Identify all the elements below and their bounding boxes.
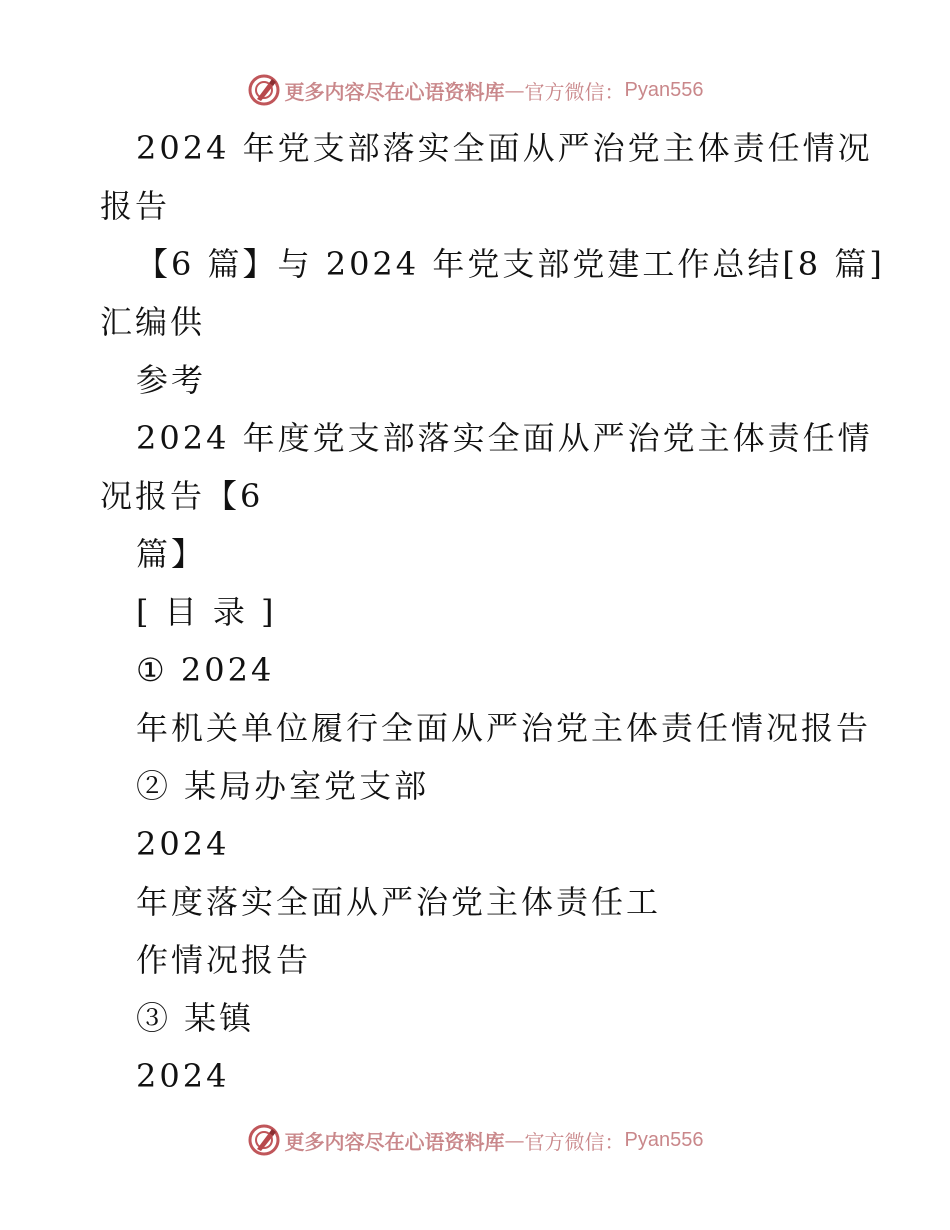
watermark-official-label: 官方微信： [524, 1129, 625, 1154]
watermark-account: Pyan556 [624, 78, 704, 101]
subtitle-line-3: 篇】 [136, 535, 207, 573]
toc-heading: [ 目 录 ] [136, 593, 277, 631]
watermark-dash: — [504, 78, 525, 102]
title-line-3: 【6 篇】与 2024 年党支部党建工作总结[8 篇] [136, 245, 885, 283]
watermark-library-text: 更多内容尽在心语资料库 [284, 1129, 505, 1154]
toc-item-3-year: 2024 [136, 1057, 230, 1095]
subtitle-line-2: 况报告【6 [100, 477, 264, 515]
watermark-official-label: 官方微信： [524, 79, 625, 104]
toc-item-2-year: 2024 [136, 825, 230, 863]
footer-watermark [0, 1120, 950, 1160]
pen-logo-icon [247, 73, 281, 107]
subtitle-line-1: 2024 年度党支部落实全面从严治党主体责任情 [136, 419, 873, 457]
watermark-library-text: 更多内容尽在心语资料库 [284, 79, 505, 104]
toc-item-1-number: ① 2024 [136, 651, 275, 689]
toc-item-2-number: ② 某局办室党支部 [136, 767, 430, 805]
title-line-2: 报告 [100, 187, 171, 225]
title-line-4: 汇编供 [100, 303, 206, 341]
toc-item-2-title-2: 作情况报告 [136, 941, 312, 979]
pen-logo-icon [247, 1123, 281, 1157]
header-watermark [0, 70, 950, 110]
title-line-5: 参考 [136, 361, 207, 399]
toc-item-2-title-1: 年度落实全面从严治党主体责任工 [136, 883, 662, 921]
title-line-1: 2024 年党支部落实全面从严治党主体责任情况 [136, 129, 873, 167]
toc-item-3-number: ③ 某镇 [136, 999, 255, 1037]
toc-item-1-title: 年机关单位履行全面从严治党主体责任情况报告 [136, 709, 872, 747]
watermark-account: Pyan556 [624, 1128, 704, 1151]
watermark-dash: — [504, 1128, 525, 1152]
